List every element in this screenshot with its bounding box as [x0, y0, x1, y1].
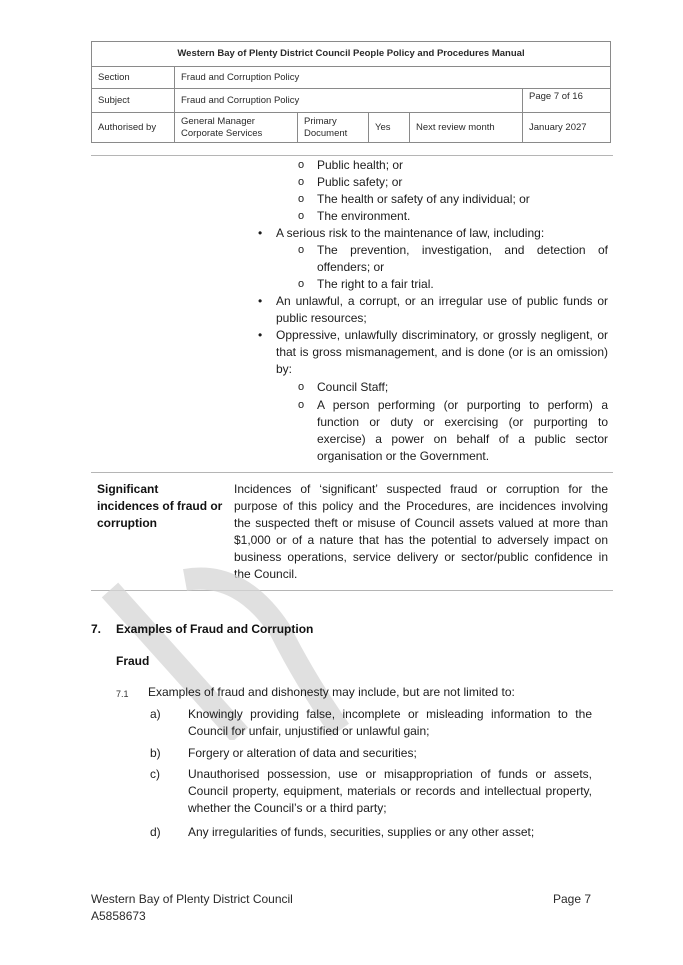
divider-definition-bottom — [91, 590, 613, 591]
subject-label: Subject — [92, 89, 175, 113]
section-value: Fraud and Corruption Policy — [175, 67, 611, 89]
footer-org: Western Bay of Plenty District Council — [91, 892, 293, 906]
definition-term: Significant incidences of fraud or corruption — [97, 482, 223, 530]
section-heading — [91, 621, 313, 638]
subject-value: Fraud and Corruption Policy — [175, 89, 523, 113]
section-label: Section — [92, 67, 175, 89]
primary-document-value: Yes — [369, 113, 410, 143]
bullet-marker: • — [258, 226, 263, 240]
authorised-line2: Corporate Services — [181, 127, 263, 139]
next-review-value: January 2027 — [523, 113, 611, 143]
next-review-label: Next review month — [410, 113, 523, 143]
primary-document-label — [298, 113, 369, 143]
sub-bullet-marker: o — [298, 244, 305, 256]
authorised-line1: General Manager — [181, 115, 255, 127]
footer-page-number: Page 7 — [553, 892, 592, 906]
list-item-letter: a) — [150, 707, 161, 721]
sub-bullet-marker: o — [298, 159, 305, 171]
section-title: Examples of Fraud and Corruption — [116, 622, 314, 636]
sub-bullet-marker: o — [298, 176, 305, 188]
paragraph-number: 7.1 — [116, 689, 129, 699]
primary-line2: Document — [304, 127, 348, 139]
sub-item-public-health: Public health; or — [317, 158, 404, 172]
sub-bullet-marker: o — [298, 210, 305, 222]
paragraph-intro: Examples of fraud and dishonesty may include, but are not limited to: — [148, 685, 515, 699]
bullet-oppressive-conduct: Oppressive, unlawfully discriminatory, or grossly negligent, or that is gross mismanagement, and is done (or is an omission) by: — [276, 328, 608, 376]
sub-bullet-marker: o — [298, 381, 305, 393]
list-item-letter: b) — [150, 746, 161, 760]
footer-doc-id: A5858673 — [91, 909, 146, 923]
sub-item-public-safety: Public safety; or — [317, 175, 403, 189]
manual-title: Western Bay of Plenty District Council People Policy and Procedures Manual — [92, 42, 611, 67]
divider-top — [91, 155, 613, 156]
header-table — [91, 41, 611, 143]
bullet-maintenance-of-law: A serious risk to the maintenance of law, including: — [276, 226, 545, 240]
list-item: Any irregularities of funds, securities, supplies or any other asset; — [188, 825, 535, 839]
list-item-letter: d) — [150, 825, 161, 839]
sub-bullet-marker: o — [298, 278, 305, 290]
list-item: Knowingly providing false, incomplete or misleading information to the Council for unfair, unjustified or unlawful gain; — [188, 707, 592, 738]
divider-definition-top — [91, 472, 613, 473]
primary-line1: Primary — [304, 115, 337, 127]
sub-item-detection-of-offenders: The prevention, investigation, and detection of offenders; or — [317, 243, 608, 274]
footer-left — [91, 891, 293, 925]
subheading-fraud: Fraud — [116, 654, 150, 668]
sub-item-council-staff: Council Staff; — [317, 380, 389, 394]
authorised-value — [175, 113, 298, 143]
bullet-marker: • — [258, 328, 263, 342]
sub-item-individual-safety: The health or safety of any individual; or — [317, 192, 530, 206]
sub-item-fair-trial: The right to a fair trial. — [317, 277, 434, 291]
page-of-label: Page 7 of 16 — [523, 89, 611, 113]
list-item: Unauthorised possession, use or misappropriation of funds or assets, Council property, equipment, materials or records and intellectual property, whether the Council’s or a third party; — [188, 767, 592, 815]
bullet-public-funds: An unlawful, a corrupt, or an irregular use of public funds or public resources; — [276, 294, 608, 325]
authorised-label: Authorised by — [92, 113, 175, 143]
list-item: Forgery or alteration of data and securities; — [188, 746, 417, 760]
sub-bullet-marker: o — [298, 399, 305, 411]
sub-item-person-performing: A person performing (or purporting to perform) a function or duty or exercising (or purporting to exercise) a power on behalf of a public sector organisation or the Government. — [317, 398, 608, 463]
list-item-letter: c) — [150, 767, 160, 781]
sub-bullet-marker: o — [298, 193, 305, 205]
sub-item-environment: The environment. — [317, 209, 411, 223]
definition-text: Incidences of ‘significant’ suspected fraud or corruption for the purpose of this policy and the Procedures, are incidences involving the suspected theft or misuse of Council assets valued at more than $1,000 or of a nature that has the potential to adversely impact on business operations, service delivery or sector/public confidence in the Council. — [234, 482, 608, 581]
section-number: 7. — [91, 622, 102, 636]
bullet-marker: • — [258, 294, 263, 308]
